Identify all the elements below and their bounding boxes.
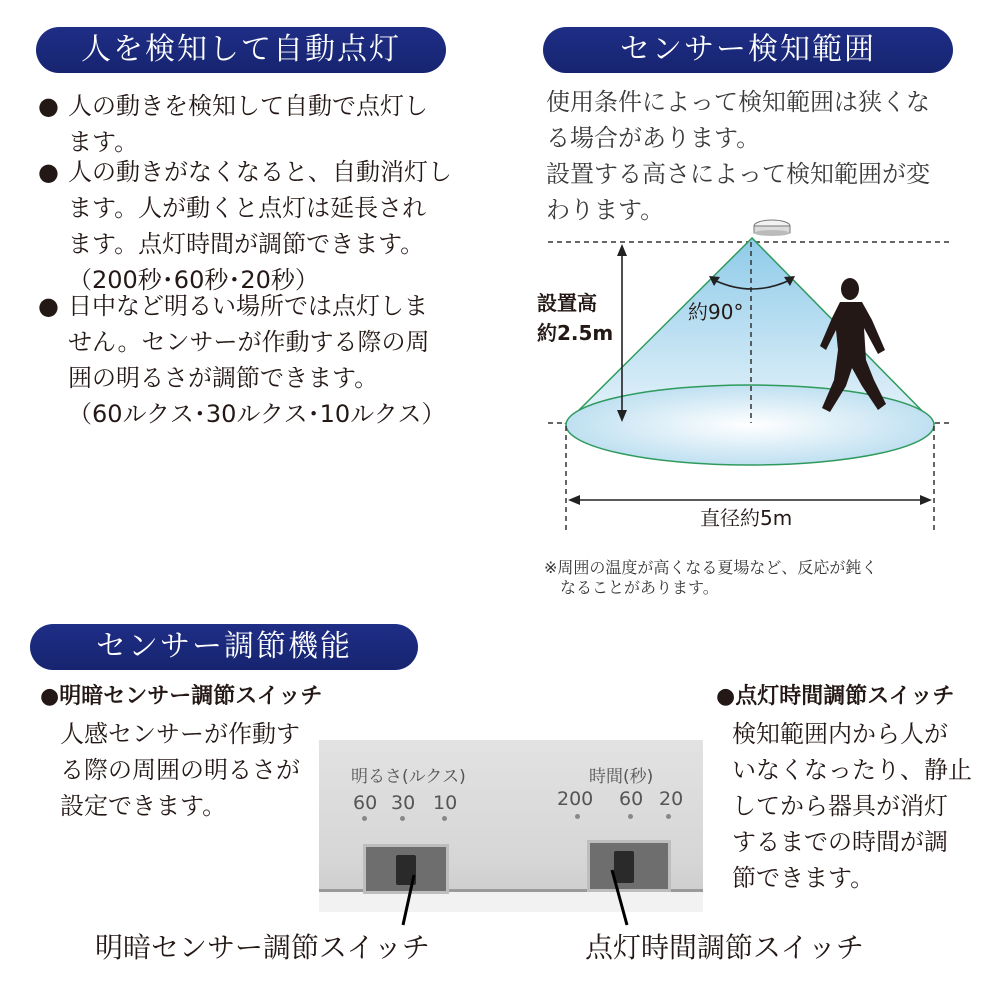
bullet-line: （200秒･60秒･20秒） xyxy=(68,266,319,294)
section-title-sensor-adjust: センサー調節機能 xyxy=(30,624,418,670)
bullet-mark: ● xyxy=(38,158,59,186)
range-line: 使用条件によって検知範囲は狭くな xyxy=(546,88,930,116)
bullet-line: 人の動きを検知して自動で点灯し xyxy=(68,92,428,120)
time-value-200: 200 xyxy=(557,788,594,810)
bullet-line: 囲の明るさが調節できます。 xyxy=(68,364,379,392)
bullet-mark: ● xyxy=(716,684,736,709)
time-value-20: 20 xyxy=(659,788,684,810)
desc-line: いなくなったり、静止 xyxy=(732,756,972,784)
desc-line: 設定できます。 xyxy=(60,792,227,820)
time-value-60: 60 xyxy=(619,788,644,810)
light-panel-label: 明るさ(ルクス) xyxy=(351,767,466,787)
range-line: わります。 xyxy=(546,196,665,224)
light-switch-caption: 明暗センサー調節スイッチ xyxy=(95,931,430,964)
time-switch-pointer xyxy=(612,870,627,925)
bullet-mark: ● xyxy=(40,684,60,709)
height-label-line: 設置高 xyxy=(537,291,597,315)
light-value-10: 10 xyxy=(433,792,458,814)
angle-label: 約90° xyxy=(688,300,744,324)
range-line: る場合があります。 xyxy=(546,124,761,152)
desc-line: 人感センサーが作動す xyxy=(60,720,300,748)
range-line: 設置する高さによって検知範囲が変 xyxy=(546,160,930,188)
time-panel-label: 時間(秒) xyxy=(589,767,654,787)
note-line: ※周囲の温度が高くなる夏場など、反応が鈍く xyxy=(544,558,878,577)
desc-line: 検知範囲内から人が xyxy=(732,720,948,748)
light-switch-pointer xyxy=(403,875,414,925)
bullet-line: せん。センサーが作動する際の周 xyxy=(68,328,430,356)
light-switch-heading-text: 明暗センサー調節スイッチ xyxy=(59,684,323,709)
section-title-detection-range: センサー検知範囲 xyxy=(543,27,953,73)
bullet-line: ます。人が動くと点灯は延長され xyxy=(68,194,427,222)
bullet-line: （60ルクス･30ルクス･10ルクス） xyxy=(68,400,446,428)
bullet-line: ます。点灯時間が調節できます。 xyxy=(68,230,425,258)
bullet-line: 日中など明るい場所では点灯しま xyxy=(68,292,428,320)
desc-line: 節できます。 xyxy=(732,864,875,892)
desc-line: る際の周囲の明るさが xyxy=(60,756,300,784)
section-title-auto-light: 人を検知して自動点灯 xyxy=(36,27,446,73)
desc-line: するまでの時間が調 xyxy=(732,828,948,856)
light-value-30: 30 xyxy=(391,792,416,814)
light-value-60: 60 xyxy=(353,792,378,814)
desc-line: してから器具が消灯 xyxy=(732,792,948,820)
bullet-line: 人の動きがなくなると、自動消灯し xyxy=(68,158,452,186)
note-line: なることがあります。 xyxy=(560,578,719,597)
diameter-label: 直径約5m xyxy=(700,506,793,530)
bullet-line: ます。 xyxy=(68,128,139,156)
time-switch-caption: 点灯時間調節スイッチ xyxy=(585,931,864,964)
time-switch-heading-text: 点灯時間調節スイッチ xyxy=(735,684,955,709)
bullet-mark: ● xyxy=(38,292,59,320)
bullet-mark: ● xyxy=(38,92,59,120)
height-label-line: 約2.5m xyxy=(537,321,614,345)
